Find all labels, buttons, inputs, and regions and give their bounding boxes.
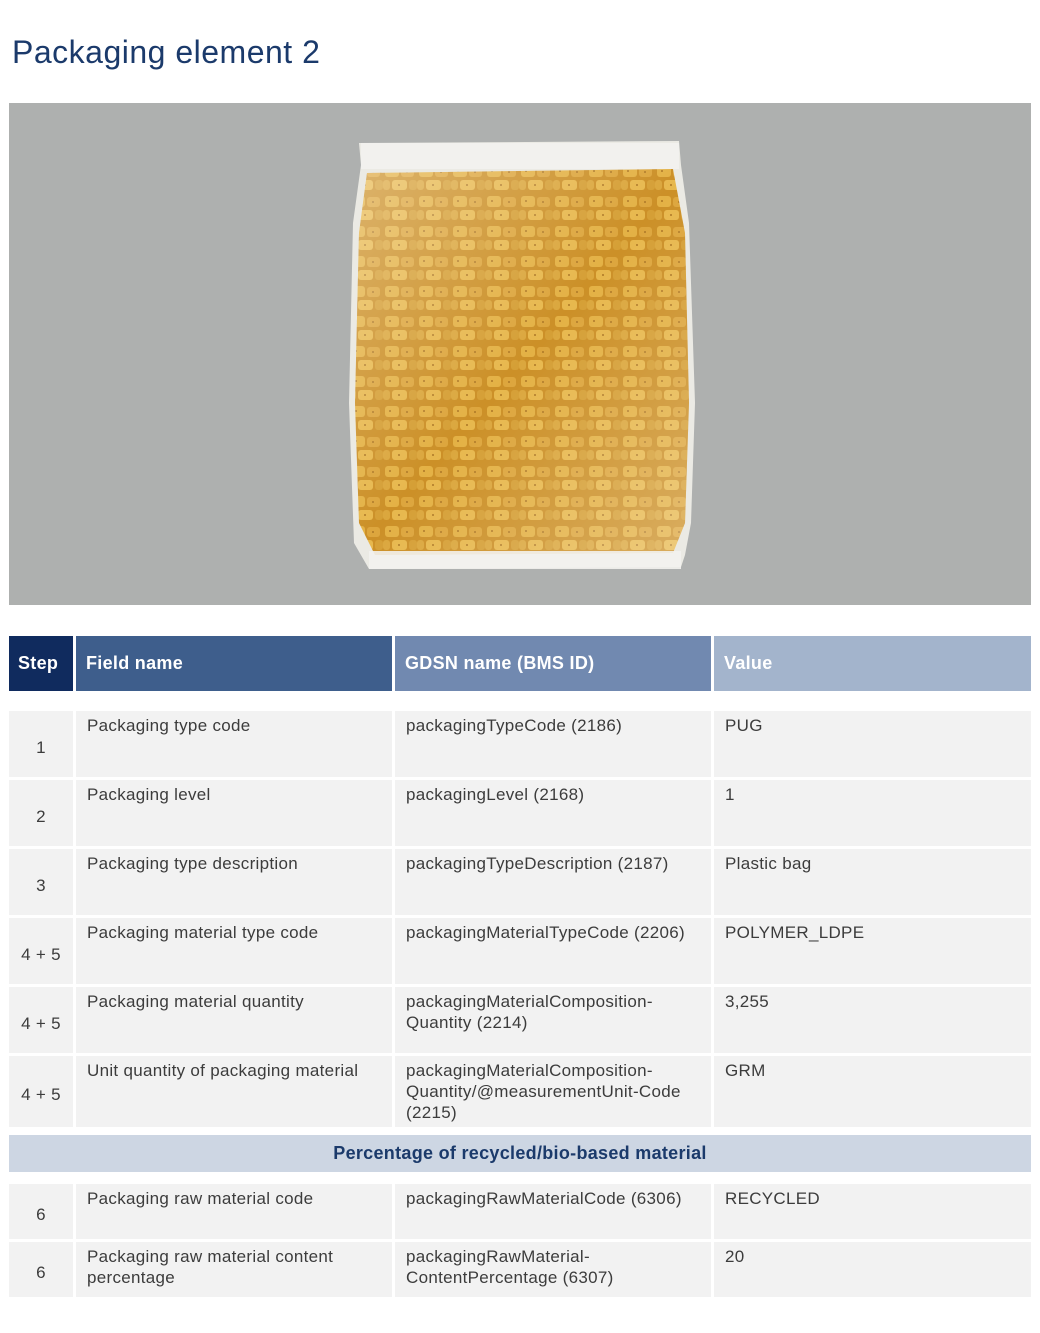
row-value: Plastic bag [714, 849, 1031, 915]
row-value: 3,255 [714, 987, 1031, 1053]
header-field-name: Field name [76, 636, 392, 691]
row-gdsn-name: packagingTypeDescription (2187) [395, 849, 711, 915]
row-gdsn-name: packagingTypeCode (2186) [395, 711, 711, 777]
page-title: Packaging element 2 [12, 34, 321, 70]
row-gdsn-name: packagingRawMaterial-ContentPercentage (6307) [395, 1242, 711, 1297]
table-row [9, 1242, 1031, 1297]
row-step: 3 [9, 849, 73, 915]
section-header: Percentage of recycled/bio-based material [9, 1135, 1031, 1172]
row-value: POLYMER_LDPE [714, 918, 1031, 984]
table-row [9, 918, 1031, 984]
row-value: 20 [714, 1242, 1031, 1297]
table-row [9, 780, 1031, 846]
table-header [9, 636, 1031, 691]
row-field-name: Packaging material type code [76, 918, 392, 984]
row-field-name: Packaging type description [76, 849, 392, 915]
row-step: 4 + 5 [9, 987, 73, 1053]
product-photo [9, 103, 1031, 605]
row-value: PUG [714, 711, 1031, 777]
table-row [9, 849, 1031, 915]
table-row [9, 711, 1031, 777]
header-value: Value [714, 636, 1031, 691]
row-step: 4 + 5 [9, 918, 73, 984]
recycled-material-table [6, 1181, 1034, 1300]
table-row [9, 987, 1031, 1053]
row-step: 1 [9, 711, 73, 777]
row-step: 2 [9, 780, 73, 846]
row-field-name: Packaging raw material content percentage [76, 1242, 392, 1297]
row-field-name: Packaging material quantity [76, 987, 392, 1053]
row-field-name: Packaging raw material code [76, 1184, 392, 1239]
row-field-name: Unit quantity of packaging material [76, 1056, 392, 1127]
row-value: GRM [714, 1056, 1031, 1127]
row-step: 4 + 5 [9, 1056, 73, 1127]
row-gdsn-name: packagingMaterialComposition-Quantity (2214) [395, 987, 711, 1053]
row-gdsn-name: packagingRawMaterialCode (6306) [395, 1184, 711, 1239]
table-row [9, 1184, 1031, 1239]
row-gdsn-name: packagingLevel (2168) [395, 780, 711, 846]
row-value: 1 [714, 780, 1031, 846]
row-field-name: Packaging type code [76, 711, 392, 777]
row-step: 6 [9, 1242, 73, 1297]
cereal-bag-image [9, 103, 1031, 605]
header-step: Step [9, 636, 73, 691]
row-field-name: Packaging level [76, 780, 392, 846]
row-gdsn-name: packagingMaterialTypeCode (2206) [395, 918, 711, 984]
row-gdsn-name: packagingMaterialComposition-Quantity/@measurementUnit-Code (2215) [395, 1056, 711, 1127]
row-step: 6 [9, 1184, 73, 1239]
table-row [9, 1056, 1031, 1127]
row-value: RECYCLED [714, 1184, 1031, 1239]
header-gdsn-name: GDSN name (BMS ID) [395, 636, 711, 691]
packaging-table [6, 708, 1034, 1130]
